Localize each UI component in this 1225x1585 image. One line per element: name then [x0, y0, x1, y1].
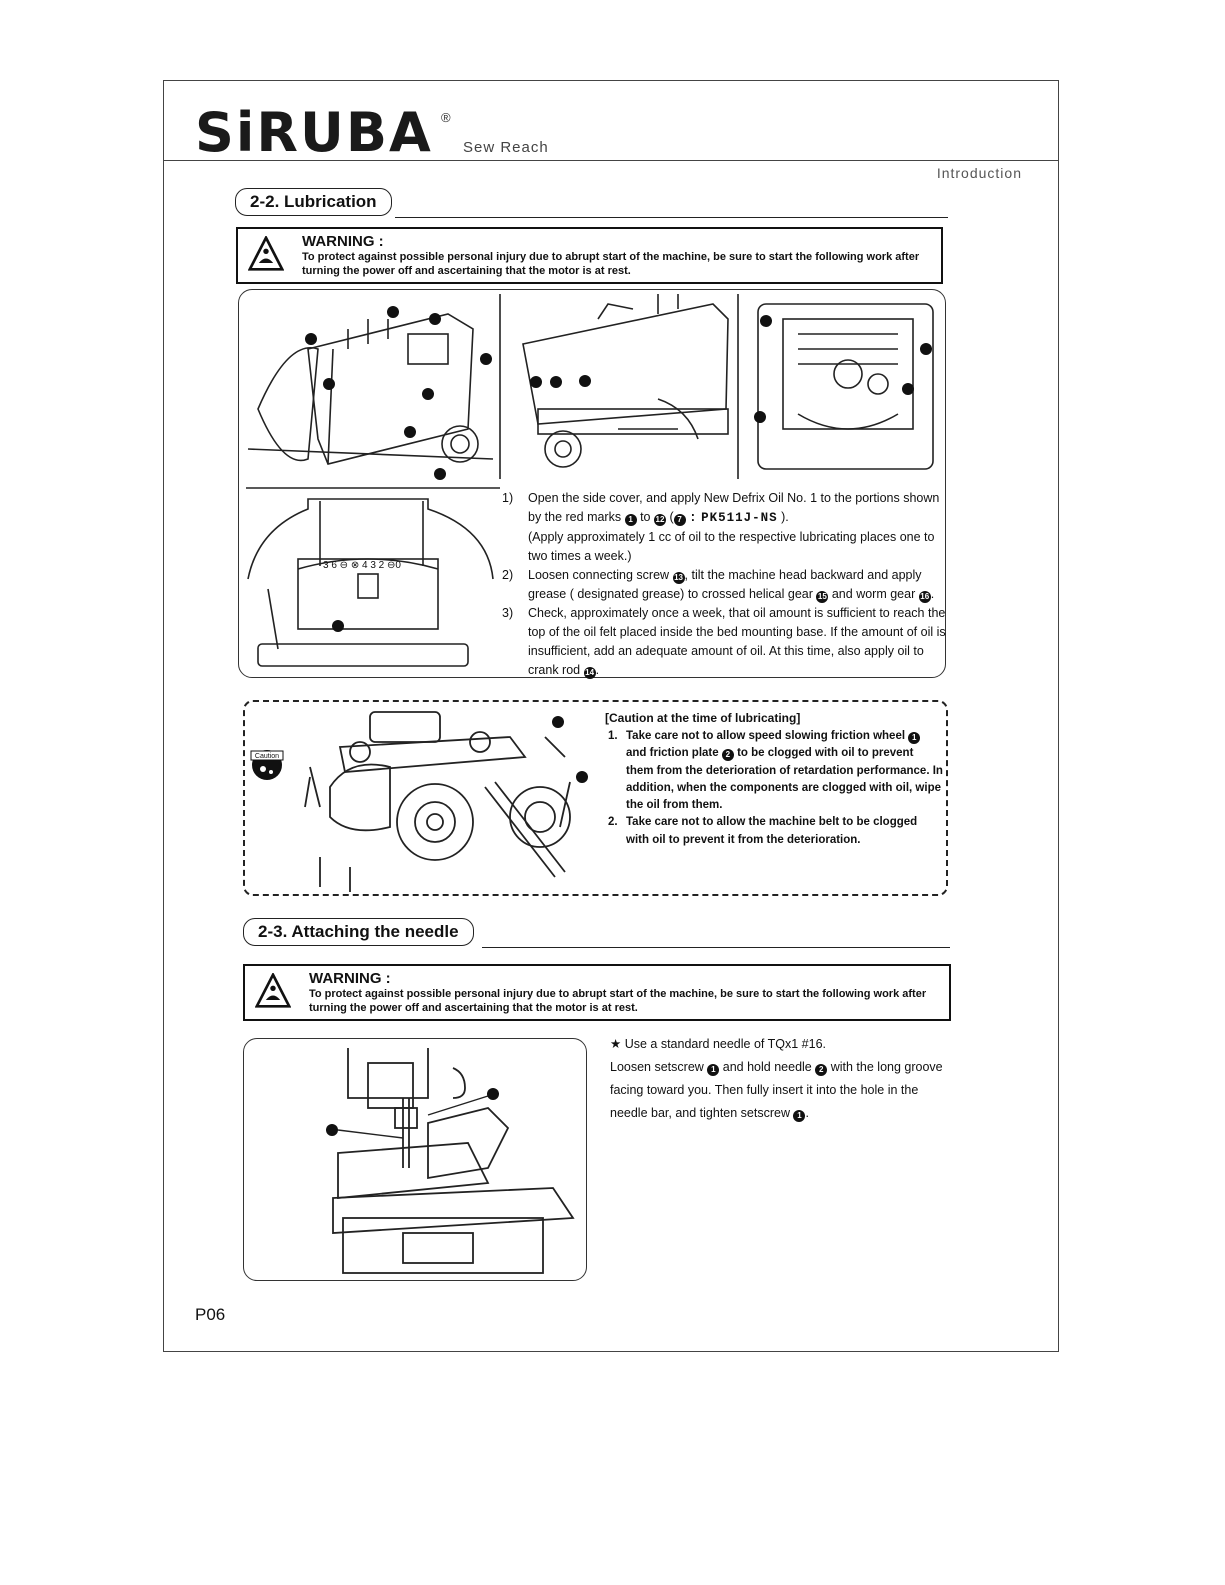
lubrication-title-rule [395, 217, 948, 218]
registered-mark: ® [441, 110, 451, 125]
warning-triangle-icon [255, 973, 291, 1009]
siruba-logo [195, 101, 451, 164]
caution-icon [250, 742, 284, 782]
warning-text: To protect against possible personal injury due to abrupt start of the machine, be sure to start the following work after turning the power off and ascertaining that the motor is at rest. [309, 988, 927, 1014]
marker-16: 16 [920, 592, 930, 601]
page-number: P06 [195, 1305, 226, 1324]
marker-14: 14 [585, 668, 595, 677]
warning-triangle-icon [248, 236, 284, 272]
marker-13: 13 [674, 573, 683, 582]
warning-title: WARNING : [309, 970, 391, 987]
lubrication-step-2: 2) Loosen connecting screw 13 , tilt the machine head backward and apply grease ( designated grease) to crossed helical gear 15 and worm gear 16 . [502, 568, 935, 601]
marker-1: 1 [625, 514, 637, 526]
needle-title-rule [482, 947, 950, 948]
marker-friction-plate: 2 [722, 749, 734, 761]
marker-setscrew-2: 1 [793, 1110, 805, 1122]
lubrication-instructions [502, 489, 952, 680]
caution-icon-label: Caution [254, 753, 280, 760]
lubrication-warning [236, 227, 943, 284]
marker-friction-wheel: 1 [908, 732, 920, 744]
model-number: PK511J-NS [701, 511, 778, 525]
caution-callout-1 [576, 771, 588, 783]
caution-item-2: 2. Take care not to allow the machine belt to be clogged with oil to prevent it from the deterioration. [608, 816, 918, 846]
needle-callout-1 [487, 1088, 499, 1100]
warning-text: To protect against possible personal injury due to abrupt start of the machine, be sure to start the following work after turning the power off and ascertaining that the motor is at rest. [302, 251, 920, 277]
needle-warning [243, 964, 951, 1021]
marker-15: 15 [817, 592, 827, 601]
dial-labels: 3 6 ⊖ ⊗ 4 3 2 ⊖0 [323, 560, 401, 571]
warning-title: WARNING : [302, 233, 384, 250]
needle-line-1: ★ Use a standard needle of TQx1 #16. [610, 1037, 826, 1051]
marker-7: 7 [674, 514, 686, 526]
section-tag: Introduction [936, 165, 1022, 181]
caution-callout-2 [552, 716, 564, 728]
marker-12: 12 [655, 515, 665, 524]
needle-callout-2 [326, 1124, 338, 1136]
logo-text: SiRUBA [195, 101, 433, 164]
caution-title: [Caution at the time of lubricating] [605, 711, 801, 725]
caution-list [608, 728, 943, 849]
marker-setscrew: 1 [707, 1064, 719, 1076]
lubrication-step-1: 1) Open the side cover, and apply New Defrix Oil No. 1 to the portions shown by the red marks 1 to 12 ( 7 : PK511J-NS ). (Apply approximately 1 cc of oil to the respective lubricating places one to two times a week.) [502, 491, 940, 563]
friction-wheel-illustration [290, 707, 600, 892]
marker-needle: 2 [815, 1064, 827, 1076]
needle-title: 2-3. Attaching the needle [243, 918, 474, 946]
needle-line-2: Loosen setscrew 1 and hold needle 2 with the long groove facing toward you. Then fully insert it into the hole in the needle bar, and tighten setscrew 1 . [610, 1060, 943, 1120]
lubrication-step-3: 3) Check, approximately once a week, that oil amount is sufficient to reach the top of the oil felt placed inside the bed mounting base. If the amount of oil is insufficient, add an adequate amount of oil. At this time, also apply oil to crank rod 14 . [502, 606, 946, 677]
caution-item-1: 1. Take care not to allow speed slowing friction wheel 1 and friction plate 2 to be clogged with oil to prevent them from the deterioration of retardation performance. In addition, when the components are clogged with oil, wipe the oil from them. [608, 730, 943, 812]
star-icon: ★ [610, 1037, 622, 1051]
needle-instructions [610, 1033, 950, 1125]
tagline: Sew Reach [463, 139, 549, 156]
needle-illustration [243, 1038, 587, 1281]
lubrication-title: 2-2. Lubrication [235, 188, 392, 216]
